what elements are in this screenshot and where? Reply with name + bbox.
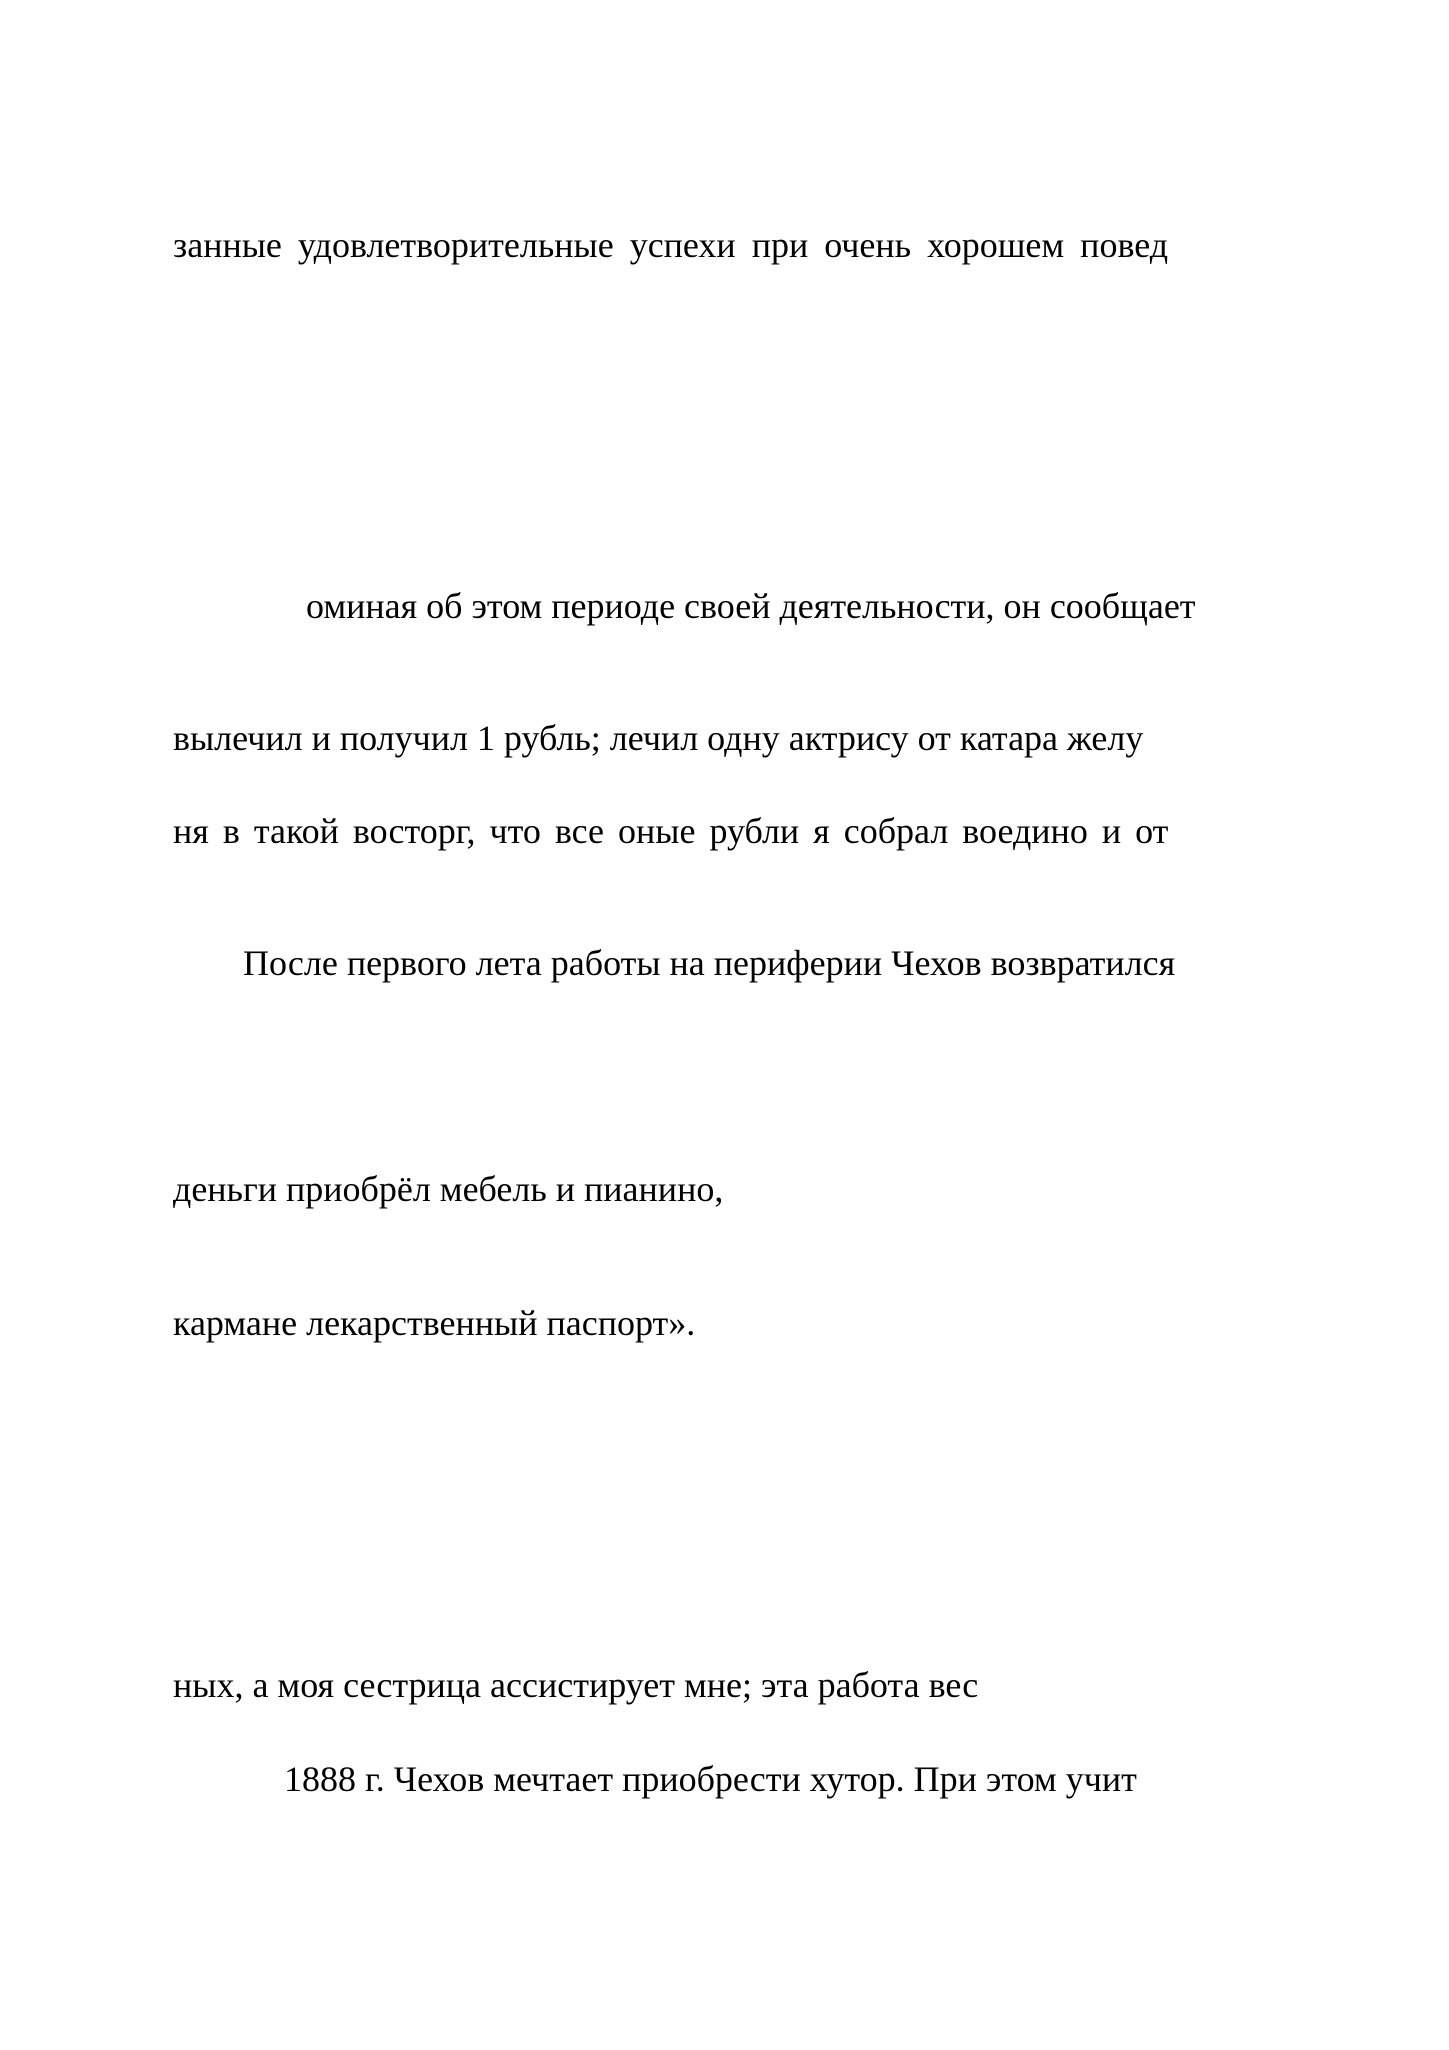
text-line: ных, а моя сестрица ассистирует мне; эта работа вес	[173, 1665, 979, 1705]
text-line: вылечил и получил 1 рубль; лечил одну актрису от катара желу	[173, 718, 1144, 758]
text-line: деньги приобрёл мебель и пианино,	[173, 1169, 724, 1209]
text-line: занные удовлетворительные успехи при очень хорошем повед	[173, 225, 1169, 265]
text-line: кармане лекарственный паспорт».	[173, 1303, 696, 1343]
text-line: оминая об этом периоде своей деятельности, он сообщает	[306, 586, 1196, 626]
text-line: 1888 г. Чехов мечтает приобрести хутор. При этом учит	[284, 1759, 1137, 1799]
text-line: ня в такой восторг, что все оные рубли я собрал воедино и от	[173, 811, 1169, 851]
text-line: После первого лета работы на периферии Чехов возвратился	[243, 943, 1176, 983]
